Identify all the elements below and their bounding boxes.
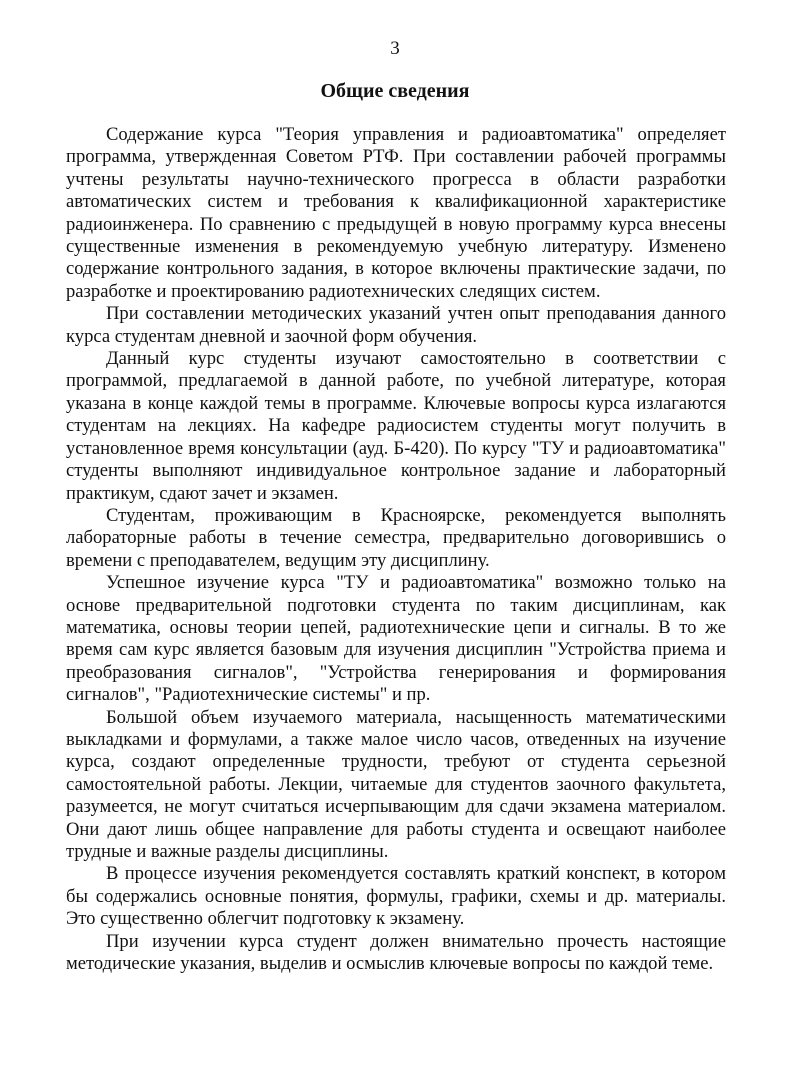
section-title: Общие сведения — [320, 80, 470, 102]
paragraph-self-study: Данный курс студенты изучают самостоятельно в соответствии с программой, предлагаемой в данной работе, по учебной литературе, которая указана в конце каждой темы в программе. Ключевые вопросы курса излагаются студентам на лекциях. На кафедре радиосистем студенты могут получить в установленное время консультации (ауд. Б-420). По курсу "ТУ и радиоавтоматика" студенты выполняют индивидуальное контрольное задание и лабораторный практикум, сдают зачет и экзамен. — [66, 348, 726, 504]
paragraph-reading-advice: При изучении курса студент должен внимательно прочесть настоящие методические указания, выделив и осмыслив ключевые вопросы по каждой теме. — [66, 930, 726, 975]
paragraph-prerequisites: Успешное изучение курса "ТУ и радиоавтоматика" возможно только на основе предварительной подготовки студента по таким дисциплинам, как математика, основы теории цепей, радиотехнические цепи и сигналы. В то же время сам курс является базовым для изучения дисциплин "Устройства приема и преобразования сигналов", "Устройства генерирования и формирования сигналов", "Радиотехнические системы" и пр. — [66, 572, 726, 706]
paragraph-teaching-experience: При составлении методических указаний учтен опыт преподавания данного курса студентам дневной и заочной форм обучения. — [66, 303, 726, 347]
paragraph-notes-advice: В процессе изучения рекомендуется составлять краткий конспект, в котором бы содержались основные понятия, формулы, графики, схемы и др. материалы. Это существенно облегчит подготовку к экзамену. — [66, 863, 726, 930]
body-text — [66, 124, 726, 975]
paragraph-course-program: Содержание курса "Теория управления и радиоавтоматика" определяет программа, утвержденная Советом РТФ. При составлении рабочей программы учтены результаты научно-технического прогресса в области разработки автоматических систем и требования к квалификационной характеристике радиоинженера. По сравнению с предыдущей в новую программу курса внесены существенные изменения в рекомендуемую учебную литературу. Изменено содержание контрольного задания, в которое включены практические задачи, по разработке и проектированию радиотехнических следящих систем. — [66, 124, 726, 302]
paragraph-workload: Большой объем изучаемого материала, насыщенность математическими выкладками и формулами, а также малое число часов, отведенных на изучение курса, создают определенные трудности, требуют от студента серьезной самостоятельной работы. Лекции, читаемые для студентов заочного факультета, разумеется, не могут считаться исчерпывающим для сдачи экзамена материалом. Они дают лишь общее направление для работы студента и освещают наиболее трудные и важные разделы дисциплины. — [66, 706, 726, 862]
page-number: 3 — [390, 38, 400, 59]
paragraph-krasnoyarsk-students: Студентам, проживающим в Красноярске, рекомендуется выполнять лабораторные работы в течение семестра, предварительно договорившись о времени с преподавателем, ведущим эту дисциплину. — [66, 504, 726, 571]
